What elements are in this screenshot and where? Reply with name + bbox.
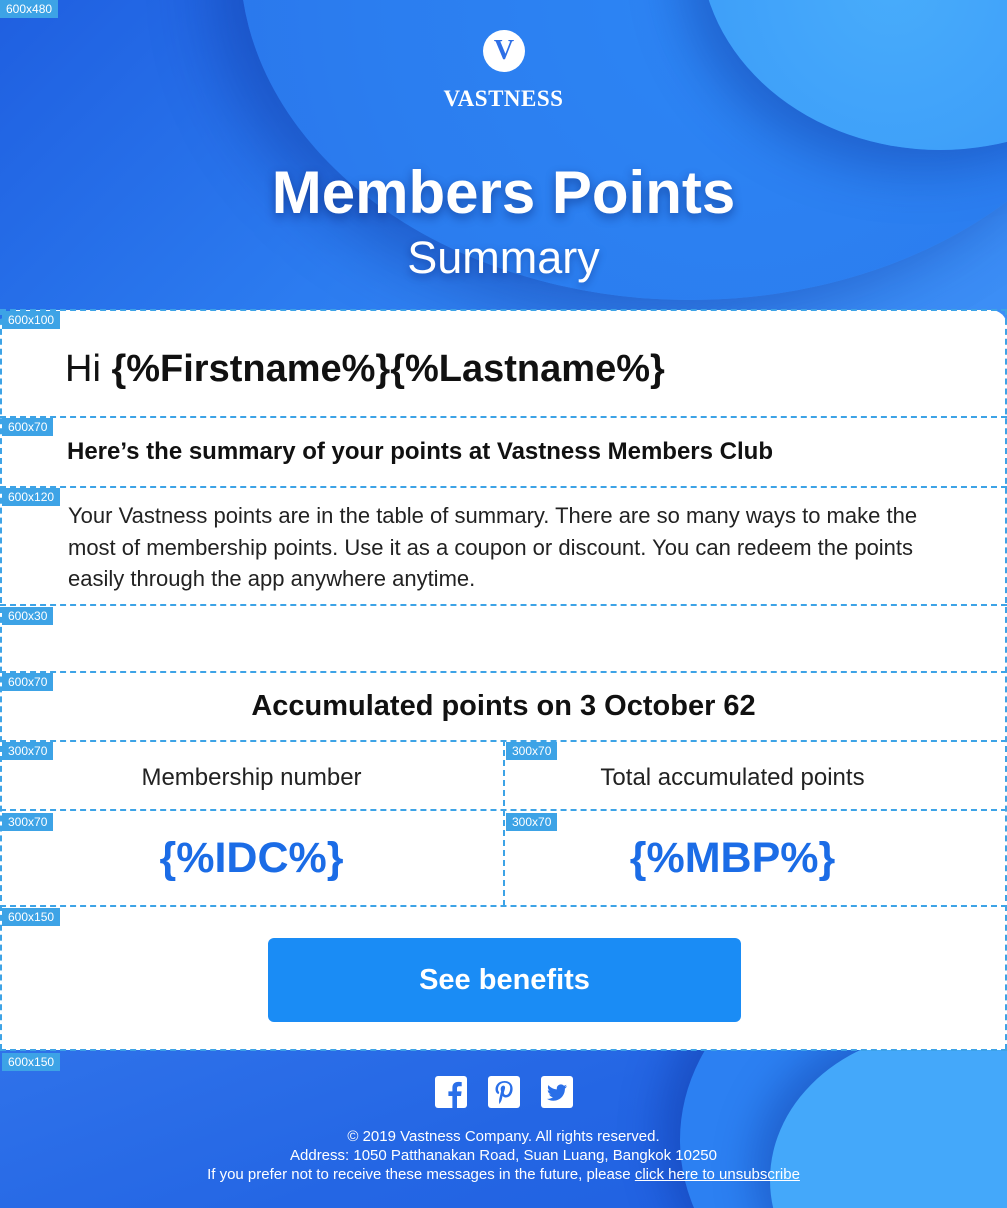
summary-body: Your Vastness points are in the table of summary. There are so many ways to make the most of membership points. Use it as a coupon or discount. You can redeem the points easily through the app anywhere anytime. bbox=[68, 503, 918, 591]
guide-tag-heading: 600x70 bbox=[2, 418, 53, 436]
guide-tag-cta: 600x150 bbox=[2, 908, 60, 926]
footer-address: Address: 1050 Patthanakan Road, Suan Luang, Bangkok 10250 bbox=[290, 1147, 717, 1164]
guide-tag-hero: 600x480 bbox=[0, 0, 58, 18]
page-subtitle: Summary bbox=[407, 232, 600, 283]
accumulated-title: Accumulated points on 3 October 62 bbox=[251, 690, 756, 722]
total-points-label: Total accumulated points bbox=[600, 764, 865, 791]
guide-line-vertical bbox=[0, 309, 2, 1050]
guide-tag-greeting: 600x100 bbox=[2, 311, 60, 329]
footer-copyright: © 2019 Vastness Company. All rights reserved. bbox=[347, 1128, 660, 1145]
brand-logo-icon bbox=[483, 30, 525, 72]
guide-line bbox=[0, 309, 1007, 311]
brand-name: VASTNESS bbox=[443, 86, 564, 111]
greeting-name: {%Firstname%}{%Lastname%} bbox=[111, 348, 665, 390]
guide-line bbox=[0, 486, 1007, 488]
guide-tag-body: 600x120 bbox=[2, 488, 60, 506]
footer-unsubscribe-line bbox=[0, 1166, 1007, 1183]
page-title: Members Points bbox=[271, 159, 736, 226]
summary-heading: Here’s the summary of your points at Vastness Members Club bbox=[67, 438, 773, 465]
guide-line bbox=[0, 905, 1007, 907]
guide-line bbox=[0, 1049, 1007, 1051]
guide-line-vertical bbox=[503, 740, 505, 906]
guide-tag-value-right: 300x70 bbox=[506, 813, 557, 831]
twitter-icon[interactable] bbox=[541, 1076, 573, 1108]
brand-logo-letter: V bbox=[493, 35, 515, 66]
guide-line bbox=[0, 604, 1007, 606]
guide-line bbox=[0, 671, 1007, 673]
guide-tag-footer: 600x150 bbox=[2, 1053, 60, 1071]
unsubscribe-link[interactable]: click here to unsubscribe bbox=[634, 1166, 800, 1183]
total-points-value: {%MBP%} bbox=[629, 834, 836, 882]
unsubscribe-text: If you prefer not to receive these messages in the future, please bbox=[207, 1166, 631, 1183]
see-benefits-button[interactable]: See benefits bbox=[268, 938, 741, 1022]
membership-number-label: Membership number bbox=[141, 764, 362, 791]
guide-tag-value-left: 300x70 bbox=[2, 813, 53, 831]
guide-tag-label-right: 300x70 bbox=[506, 742, 557, 760]
facebook-icon[interactable] bbox=[435, 1076, 467, 1108]
guide-tag-label-left: 300x70 bbox=[2, 742, 53, 760]
guide-tag-acc-title: 600x70 bbox=[2, 673, 53, 691]
greeting-prefix: Hi bbox=[65, 348, 101, 390]
membership-number-value: {%IDC%} bbox=[159, 834, 344, 882]
greeting bbox=[65, 348, 665, 391]
guide-line bbox=[0, 416, 1007, 418]
pinterest-icon[interactable] bbox=[488, 1076, 520, 1108]
guide-tag-spacer: 600x30 bbox=[2, 607, 53, 625]
